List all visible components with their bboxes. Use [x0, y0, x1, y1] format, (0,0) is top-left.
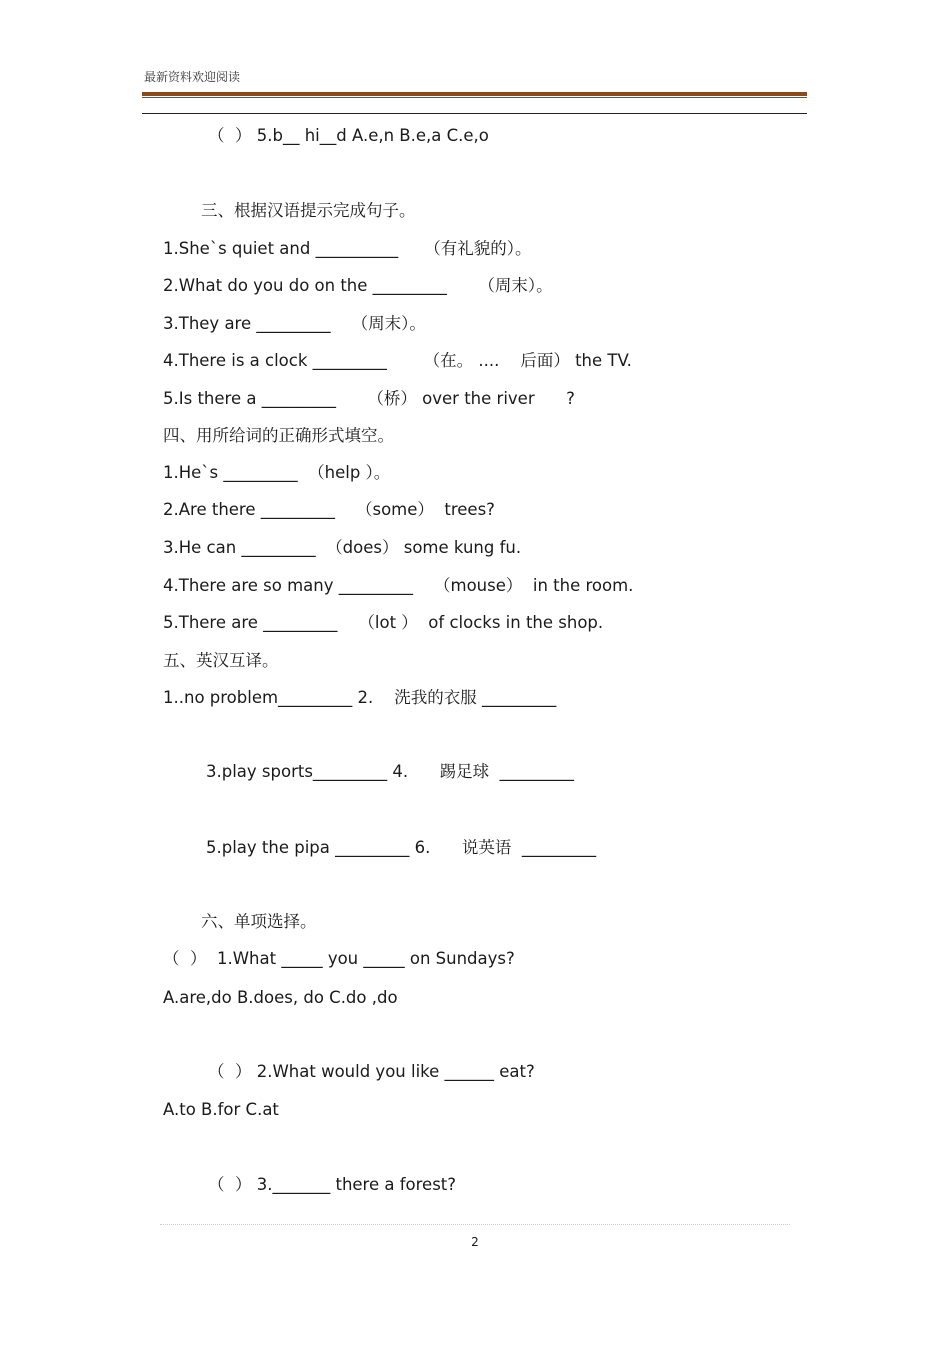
answer-options: A.are,do B.does, do C.do ,do: [163, 988, 398, 1007]
question-line: （ ） 2.What would you like ______ eat?: [208, 1062, 535, 1081]
question-line: 5.There are _________ （lot ） of clocks in the shop.: [163, 613, 604, 632]
question-line: 1.He`s _________ （help ）。: [163, 463, 391, 482]
header-rule-thin: [142, 97, 807, 98]
page-header: 最新资料欢迎阅读: [144, 70, 241, 84]
header-rule-thick: [142, 92, 807, 96]
question-line: 4.There are so many _________ （mouse） in the room.: [163, 576, 634, 595]
section-heading: 六、单项选择。: [201, 912, 317, 931]
section-heading: 五、英汉互译。: [163, 651, 279, 670]
question-line: 2.Are there _________ （some） trees?: [163, 500, 495, 519]
question-line: 2.What do you do on the _________ （周末）。: [163, 276, 553, 295]
section-heading: 三、根据汉语提示完成句子。: [201, 201, 416, 220]
page-number: 2: [471, 1235, 479, 1249]
question-line: 5.play the pipa _________ 6. 说英语 _________: [206, 838, 597, 857]
section-heading: 四、用所给词的正确形式填空。: [163, 426, 394, 445]
question-line: （ ） 5.b__ hi__d A.e,n B.e,a C.e,o: [208, 126, 489, 145]
question-line: 1.She`s quiet and __________ （有礼貌的）。: [163, 239, 532, 258]
question-line: （ ） 1.What _____ you _____ on Sundays?: [163, 949, 515, 968]
header-rule-bottom: [142, 113, 807, 114]
question-line: 5.Is there a _________ （桥） over the river ?: [163, 389, 575, 408]
answer-options: A.to B.for C.at: [163, 1100, 279, 1119]
question-line: 3.He can _________ （does） some kung fu.: [163, 538, 522, 557]
question-line: 3.play sports_________ 4. 踢足球 _________: [206, 762, 574, 781]
question-line: 1..no problem_________ 2. 洗我的衣服 _________: [163, 688, 557, 707]
question-line: 3.They are _________ （周末）。: [163, 314, 426, 333]
question-line: （ ） 3._______ there a forest?: [208, 1175, 457, 1194]
footer-divider: [160, 1224, 790, 1227]
question-line: 4.There is a clock _________ （在。 .... 后面） the TV.: [163, 351, 632, 370]
